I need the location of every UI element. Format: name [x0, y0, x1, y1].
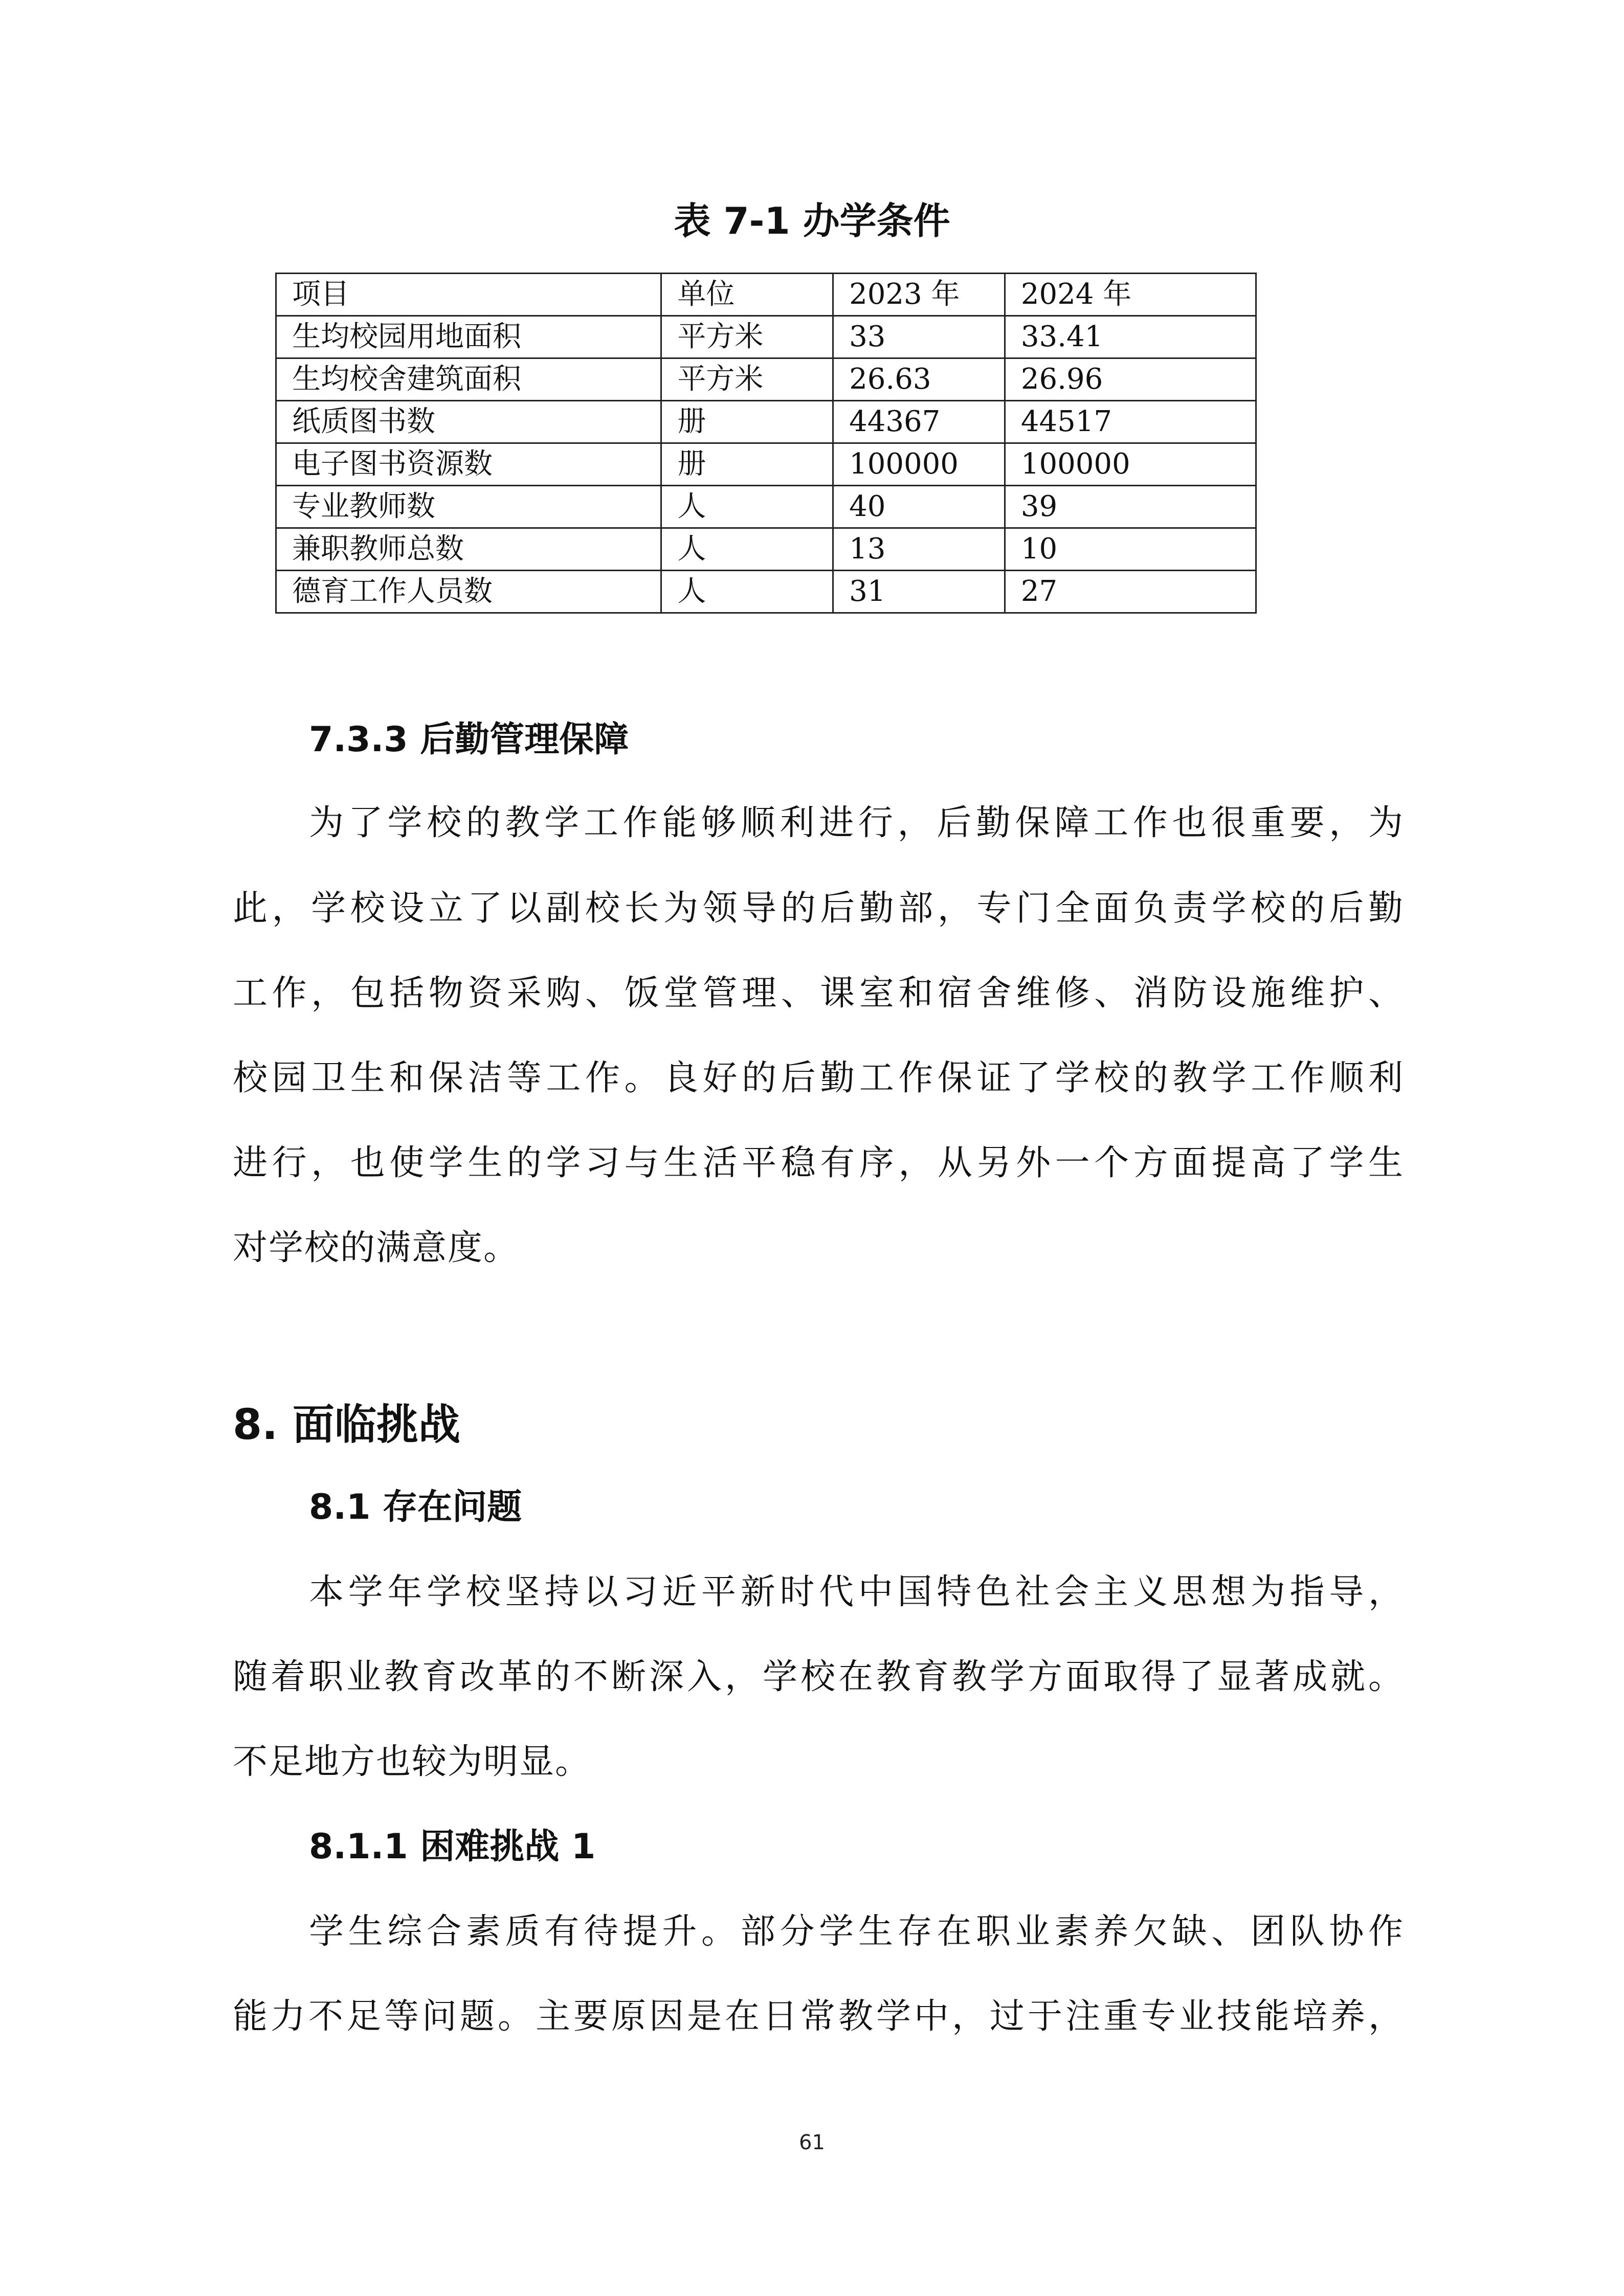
table-header-row: [276, 274, 1256, 316]
table-cell: 生均校舍建筑面积: [276, 358, 661, 401]
table-row: [276, 401, 1256, 443]
paragraph-line: 本学年学校坚持以习近平新时代中国特色社会主义思想为指导，: [309, 1572, 1404, 1612]
table-cell: 纸质图书数: [276, 401, 661, 443]
paragraph-line: 学生综合素质有待提升。部分学生存在职业素养欠缺、团队协作: [309, 1911, 1404, 1952]
table-cell: 人: [661, 486, 833, 528]
table-cell: 人: [661, 571, 833, 613]
table-cell: 100000: [1005, 443, 1256, 486]
header-cell-2024: 2024 年: [1005, 274, 1256, 316]
table-cell: 专业教师数: [276, 486, 661, 528]
table-cell: 39: [1005, 486, 1256, 528]
paragraph-line: 进行，也使学生的学习与生活平稳有序，从另外一个方面提高了学生: [233, 1143, 1404, 1183]
table-cell: 人: [661, 528, 833, 571]
table-cell: 26.96: [1005, 358, 1256, 401]
school-conditions-table: [275, 273, 1257, 614]
table-cell: 册: [661, 401, 833, 443]
table-cell: 10: [1005, 528, 1256, 571]
paragraph-line: 此，学校设立了以副校长为领导的后勤部，专门全面负责学校的后勤: [233, 888, 1404, 929]
table-row: [276, 571, 1256, 613]
table-cell: 33.41: [1005, 316, 1256, 358]
section-heading-8-1-1: 8.1.1 困难挑战 1: [309, 1827, 596, 1867]
section-heading-8-1: 8.1 存在问题: [309, 1487, 522, 1527]
table-cell: 13: [833, 528, 1005, 571]
section-heading-7-3-3: 7.3.3 后勤管理保障: [309, 719, 629, 760]
header-cell-unit: 单位: [661, 274, 833, 316]
table-cell: 册: [661, 443, 833, 486]
table-cell: 生均校园用地面积: [276, 316, 661, 358]
table-cell: 德育工作人员数: [276, 571, 661, 613]
table-cell: 平方米: [661, 316, 833, 358]
section-heading-8: 8. 面临挑战: [233, 1401, 460, 1449]
table-cell: 100000: [833, 443, 1005, 486]
table-row: [276, 528, 1256, 571]
table-row: [276, 486, 1256, 528]
table-row: [276, 358, 1256, 401]
paragraph-line: 为了学校的教学工作能够顺利进行，后勤保障工作也很重要，为: [309, 803, 1404, 843]
table-caption: 表 7-1 办学条件: [674, 199, 950, 242]
table-row: [276, 316, 1256, 358]
table-cell: 44517: [1005, 401, 1256, 443]
table-cell: 兼职教师总数: [276, 528, 661, 571]
paragraph-line: 校园卫生和保洁等工作。良好的后勤工作保证了学校的教学工作顺利: [233, 1058, 1404, 1098]
table-cell: 电子图书资源数: [276, 443, 661, 486]
page-number: 61: [799, 2131, 825, 2154]
paragraph-line: 工作，包括物资采购、饭堂管理、课室和宿舍维修、消防设施维护、: [233, 973, 1404, 1014]
paragraph-line: 对学校的满意度。: [233, 1228, 520, 1268]
table-cell: 27: [1005, 571, 1256, 613]
table-cell: 31: [833, 571, 1005, 613]
table-cell: 44367: [833, 401, 1005, 443]
paragraph-line: 不足地方也较为明显。: [233, 1742, 591, 1782]
table-row: [276, 443, 1256, 486]
table-cell: 33: [833, 316, 1005, 358]
header-cell-item: 项目: [276, 274, 661, 316]
paragraph-line: 随着职业教育改革的不断深入，学校在教育教学方面取得了显著成就。: [233, 1657, 1404, 1697]
header-cell-2023: 2023 年: [833, 274, 1005, 316]
paragraph-line: 能力不足等问题。主要原因是在日常教学中，过于注重专业技能培养，: [233, 1996, 1404, 2037]
table-cell: 平方米: [661, 358, 833, 401]
table-cell: 26.63: [833, 358, 1005, 401]
table-cell: 40: [833, 486, 1005, 528]
